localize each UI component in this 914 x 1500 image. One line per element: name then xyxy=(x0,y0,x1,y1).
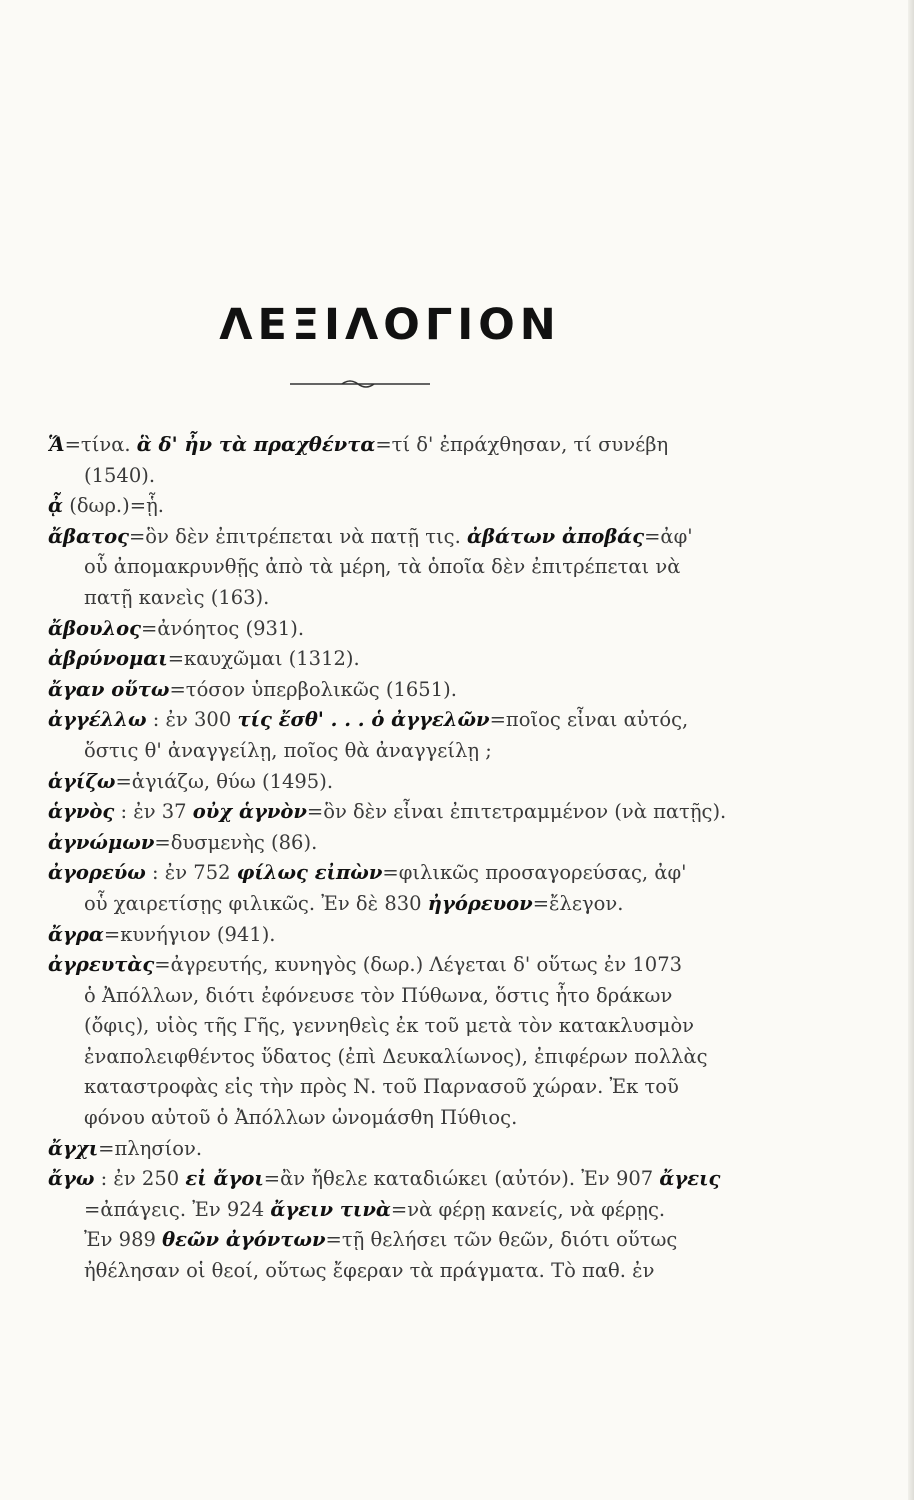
definition-text: =ἀπάγεις. Ἐν 924 xyxy=(84,1197,271,1221)
entry-first-line xyxy=(48,797,848,828)
entry-continuation-line xyxy=(48,1225,848,1256)
definition-text: =ἀφ' xyxy=(644,524,693,548)
headword: ἁγίζω xyxy=(48,769,116,793)
entry-first-line xyxy=(48,1134,848,1165)
glossary-entry xyxy=(48,797,848,828)
quoted-phrase: ἠγόρευον xyxy=(427,891,533,915)
entry-first-line xyxy=(48,920,848,951)
headword: ἄβουλος xyxy=(48,616,142,640)
glossary-entry xyxy=(48,1164,848,1286)
definition-text: =φιλικῶς προσαγορεύσας, ἀφ' xyxy=(382,861,687,885)
headword: ἄγω xyxy=(48,1167,95,1191)
entry-continuation-line xyxy=(48,552,848,583)
glossary-entry xyxy=(48,920,848,951)
definition-text: : ἐν 250 xyxy=(94,1167,186,1191)
headword: ἄγρα xyxy=(48,922,104,946)
entry-continuation-line xyxy=(48,1195,848,1226)
glossary-entry xyxy=(48,675,848,706)
definition-text: =κυνήγιον (941). xyxy=(103,922,276,946)
entry-first-line xyxy=(48,430,848,461)
entry-continuation-line xyxy=(48,583,848,614)
entry-continuation-line xyxy=(48,1103,848,1134)
entry-first-line xyxy=(48,644,848,675)
glossary-entry xyxy=(48,614,848,645)
headword: ἀγνώμων xyxy=(48,830,155,854)
entry-continuation-line xyxy=(48,736,848,767)
quoted-phrase: τίς ἔσθ' . . . ὁ ἀγγελῶν xyxy=(237,708,490,732)
quoted-phrase: ἃ δ' ἦν τὰ πραχθέντα xyxy=(136,433,376,456)
definition-text: ἐναπολειφθέντος ὕδατος (ἐπὶ Δευκαλίωνος), ἐπιφέρων πολλὰς xyxy=(84,1044,708,1068)
title-ornament xyxy=(290,376,430,390)
definition-text: φόνου αὐτοῦ ὁ Ἀπόλλων ὠνομάσθη Πύθιος. xyxy=(84,1106,518,1130)
headword: ἄγχι xyxy=(48,1136,99,1160)
quoted-phrase: ἄγεις xyxy=(659,1167,721,1191)
entry-continuation-line xyxy=(48,981,848,1012)
glossary-entry xyxy=(48,491,848,522)
entry-continuation-line xyxy=(48,889,848,920)
entry-first-line xyxy=(48,675,848,706)
entry-first-line xyxy=(48,705,848,736)
headword: ἀγγέλλω xyxy=(48,708,147,732)
definition-text: =νὰ φέρῃ κανείς, νὰ φέρῃς. xyxy=(390,1197,666,1221)
entry-continuation-line xyxy=(48,1042,848,1073)
definition-text: : ἐν 37 xyxy=(114,800,193,824)
definition-text: πατῇ κανεὶς (163). xyxy=(84,585,270,609)
definition-text: ἠθέλησαν οἱ θεοί, οὕτως ἔφεραν τὰ πράγματα. Τὸ παθ. ἐν xyxy=(84,1259,655,1283)
glossary-entries xyxy=(48,430,848,1287)
entry-first-line xyxy=(48,491,848,522)
definition-text: =τόσον ὑπερβολικῶς (1651). xyxy=(169,677,457,701)
page-title: ΛΕΞΙΛΟΓΙΟΝ xyxy=(219,300,561,350)
definition-text: =ἂν ἤθελε καταδιώκει (αὐτόν). Ἐν 907 xyxy=(263,1167,660,1191)
quoted-phrase: εἰ ἄγοι xyxy=(185,1167,264,1191)
definition-text: =ποῖος εἶναι αὐτός, xyxy=(489,708,689,732)
glossary-entry xyxy=(48,950,848,1134)
definition-text: ὅστις θ' ἀναγγείλῃ, ποῖος θὰ ἀναγγείλῃ ; xyxy=(84,738,492,762)
headword: ᾆ xyxy=(48,494,64,518)
glossary-entry xyxy=(48,522,848,614)
definition-text: =πλησίον. xyxy=(98,1136,203,1160)
quoted-phrase: ἀβάτων ἀποβάς xyxy=(466,524,645,548)
definition-text: =ὃν δὲν εἶναι ἐπιτετραμμένον (νὰ πατῇς). xyxy=(306,800,727,824)
definition-text: καταστροφὰς εἰς τὴν πρὸς Ν. τοῦ Παρνασοῦ χώραν. Ἐκ τοῦ xyxy=(84,1075,679,1099)
glossary-entry xyxy=(48,828,848,859)
definition-text: οὗ χαιρετίσῃς φιλικῶς. Ἐν δὲ 830 xyxy=(84,891,428,915)
definition-text: =δυσμενὴς (86). xyxy=(154,830,318,854)
headword: ἄβατος xyxy=(48,524,129,548)
definition-text: οὗ ἀπομακρυνθῇς ἀπὸ τὰ μέρη, τὰ ὁποῖα δὲν ἐπιτρέπεται νὰ xyxy=(84,555,681,579)
glossary-entry xyxy=(48,1134,848,1165)
entry-continuation-line xyxy=(48,461,848,492)
entry-first-line xyxy=(48,1164,848,1195)
headword: ἀγρευτὰς xyxy=(48,953,155,977)
entry-first-line xyxy=(48,522,848,553)
entry-continuation-line xyxy=(48,1011,848,1042)
definition-text: (δωρ.)=ᾗ. xyxy=(63,494,164,518)
definition-text: Ἐν 989 xyxy=(84,1228,163,1252)
entry-first-line xyxy=(48,858,848,889)
entry-first-line xyxy=(48,950,848,981)
headword: ἁγνὸς xyxy=(48,800,115,824)
definition-text: (1540). xyxy=(84,463,156,487)
quoted-phrase: ἄγειν τινὰ xyxy=(270,1197,391,1221)
quoted-phrase: φίλως εἰπὼν xyxy=(236,861,383,885)
definition-text: =καυχῶμαι (1312). xyxy=(167,647,360,671)
page-edge xyxy=(908,0,914,1500)
entry-first-line xyxy=(48,767,848,798)
definition-text: =ἀνόητος (931). xyxy=(141,616,305,640)
entry-first-line xyxy=(48,614,848,645)
glossary-entry xyxy=(48,430,848,491)
headword: ἀβρύνομαι xyxy=(48,647,168,671)
definition-text: (ὄφις), υἱὸς τῆς Γῆς, γεννηθεὶς ἐκ τοῦ μετὰ τὸν κατακλυσμὸν xyxy=(84,1014,695,1038)
glossary-entry xyxy=(48,767,848,798)
definition-text: ὁ Ἀπόλλων, διότι ἐφόνευσε τὸν Πύθωνα, ὅστις ἦτο δράκων xyxy=(84,983,673,1007)
headword: ἄγαν οὕτω xyxy=(48,677,170,701)
entry-continuation-line xyxy=(48,1256,848,1287)
definition-text: : ἐν 752 xyxy=(145,861,237,885)
glossary-entry xyxy=(48,644,848,675)
headword: ἀγορεύω xyxy=(48,861,146,885)
headword: Ἅ xyxy=(48,433,65,456)
definition-text: : ἐν 300 xyxy=(146,708,238,732)
entry-first-line xyxy=(48,828,848,859)
definition-text: =ὃν δὲν ἐπιτρέπεται νὰ πατῇ τις. xyxy=(128,524,467,548)
quoted-phrase: θεῶν ἀγόντων xyxy=(162,1228,326,1252)
definition-text: =ἁγιάζω, θύω (1495). xyxy=(115,769,334,793)
quoted-phrase: οὐχ ἁγνὸν xyxy=(192,800,307,824)
entry-continuation-line xyxy=(48,1072,848,1103)
definition-text: =τί δ' ἐπράχθησαν, τί συνέβη xyxy=(375,433,669,456)
definition-text: =ἀγρευτής, κυνηγὸς (δωρ.) Λέγεται δ' οὕτως ἐν 1073 xyxy=(154,953,683,977)
glossary-entry xyxy=(48,858,848,919)
definition-text: =τῇ θελήσει τῶν θεῶν, διότι οὕτως xyxy=(325,1228,678,1252)
glossary-entry xyxy=(48,705,848,766)
definition-text: =τίνα. xyxy=(64,433,137,456)
definition-text: =ἔλεγον. xyxy=(532,891,624,915)
